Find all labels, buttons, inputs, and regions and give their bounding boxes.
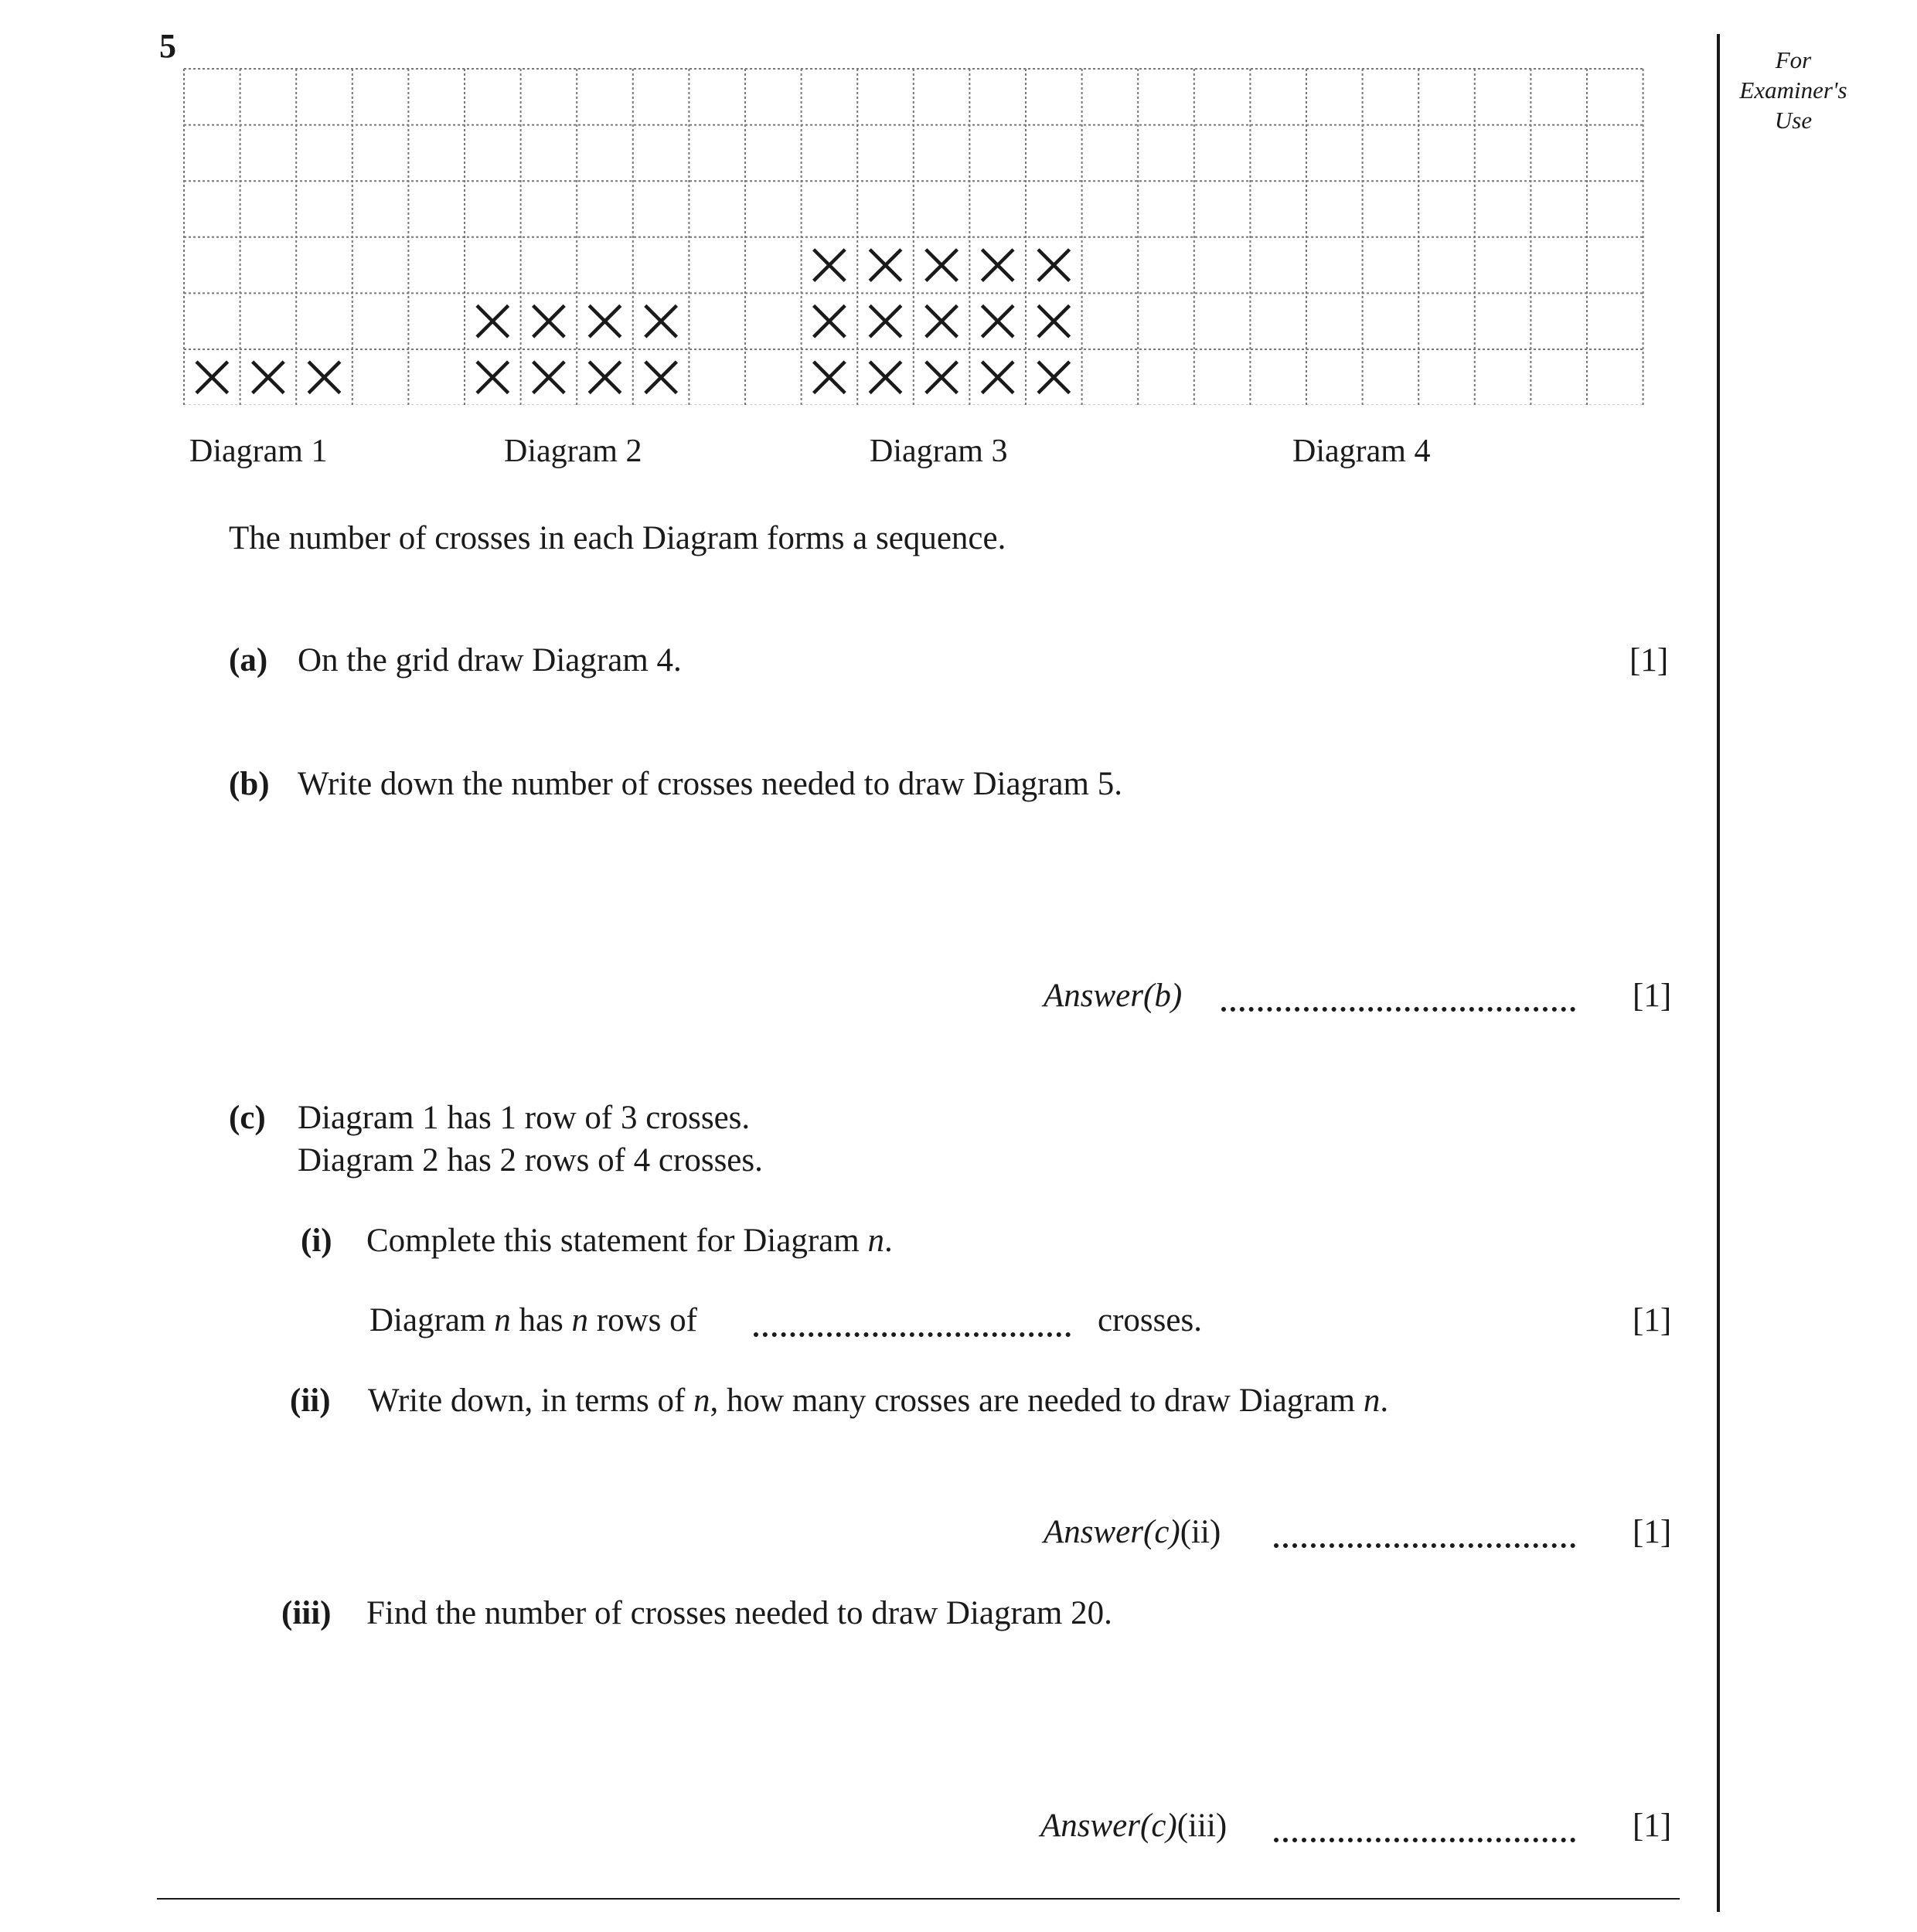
cross-mark: [1038, 250, 1070, 281]
text-part: Write down, in terms of: [368, 1383, 694, 1419]
cross-mark: [589, 362, 621, 393]
cross-mark: [870, 305, 901, 337]
intro-text: The number of crosses in each Diagram forms a sequence.: [229, 520, 1006, 556]
statement-part: rows of: [588, 1302, 697, 1338]
part-ci-statement: [369, 1301, 697, 1339]
part-cii-marks: [1]: [1633, 1514, 1672, 1550]
answer-ciii-label-suffix: (iii): [1176, 1808, 1227, 1844]
cross-mark: [926, 362, 958, 393]
diagram-1-crosses: [196, 362, 340, 393]
cross-mark: [477, 305, 509, 337]
part-ci-period: .: [884, 1223, 893, 1259]
diagram-3-label: Diagram 3: [870, 434, 1008, 469]
part-ciii-text: Find the number of crosses needed to draw Diagram 20.: [366, 1595, 1112, 1631]
examiner-use-line: Use: [1774, 107, 1813, 134]
part-cii-label: (ii): [290, 1383, 331, 1419]
cross-mark: [533, 305, 565, 337]
text-part: , how many crosses are needed to draw Diagram: [710, 1383, 1364, 1419]
examiner-use-line: Examiner's: [1739, 77, 1847, 104]
diagram-2-label: Diagram 2: [504, 434, 642, 469]
cross-mark: [253, 362, 284, 393]
part-a-text: On the grid draw Diagram 4.: [298, 642, 682, 679]
diagram-4-label: Diagram 4: [1292, 434, 1431, 469]
cross-mark: [589, 305, 621, 337]
part-ciii-label: (iii): [281, 1595, 332, 1631]
part-ci-text: [366, 1222, 893, 1260]
part-b-label: (b): [229, 766, 270, 802]
cross-mark: [1038, 305, 1070, 337]
answer-b-label: Answer(b): [1044, 978, 1183, 1014]
cross-mark: [982, 250, 1013, 281]
answer-b-field[interactable]: [1221, 1007, 1575, 1012]
part-a-marks: [1]: [1629, 642, 1669, 679]
cross-mark: [477, 362, 509, 393]
cross-mark: [1038, 362, 1070, 393]
statement-part: Diagram: [369, 1302, 495, 1338]
part-c-label: (c): [229, 1100, 266, 1136]
answer-ciii-field[interactable]: [1274, 1838, 1575, 1842]
answer-cii-label-main: Answer(c): [1044, 1514, 1180, 1550]
diagram-3-crosses: [814, 250, 1070, 393]
cross-mark: [982, 305, 1013, 337]
cross-mark: [926, 305, 958, 337]
part-b-marks: [1]: [1633, 978, 1672, 1014]
answer-cii-field[interactable]: [1274, 1543, 1575, 1548]
part-ciii-marks: [1]: [1633, 1808, 1672, 1844]
statement-var: n: [571, 1302, 589, 1338]
examiner-use-label: [1724, 45, 1863, 135]
part-ci-var: n: [867, 1223, 884, 1259]
answer-cii-label-suffix: (ii): [1180, 1514, 1221, 1550]
answer-ciii-label-main: Answer(c): [1040, 1808, 1177, 1844]
examiner-margin-line: [1717, 34, 1720, 1912]
cross-mark: [870, 250, 901, 281]
bottom-rule: [157, 1898, 1680, 1900]
answer-cii-label: [1044, 1513, 1221, 1551]
statement-part: has: [510, 1302, 572, 1338]
part-ci-after-blank: crosses.: [1098, 1302, 1202, 1338]
text-part: .: [1380, 1383, 1389, 1419]
examiner-use-line: For: [1775, 46, 1812, 73]
cross-mark: [645, 305, 677, 337]
crosses-grid[interactable]: [178, 65, 1646, 405]
answer-ci-field[interactable]: [754, 1332, 1071, 1337]
part-ci-marks: [1]: [1633, 1302, 1672, 1338]
text-var: n: [693, 1383, 710, 1419]
cross-mark: [814, 362, 846, 393]
cross-mark: [814, 305, 846, 337]
part-c-line1: Diagram 1 has 1 row of 3 crosses.: [298, 1100, 751, 1136]
part-ci-label: (i): [301, 1223, 332, 1259]
cross-mark: [814, 250, 846, 281]
question-number: 5: [159, 27, 176, 65]
part-ci-text-main: Complete this statement for Diagram: [366, 1223, 868, 1259]
part-a-label: (a): [229, 642, 268, 679]
cross-mark: [870, 362, 901, 393]
cross-mark: [645, 362, 677, 393]
cross-mark: [533, 362, 565, 393]
part-b-text: Write down the number of crosses needed to draw Diagram 5.: [298, 766, 1122, 802]
part-c-line2: Diagram 2 has 2 rows of 4 crosses.: [298, 1142, 763, 1179]
statement-var: n: [494, 1302, 511, 1338]
text-var: n: [1363, 1383, 1381, 1419]
part-cii-text: [368, 1382, 1388, 1420]
diagram-1-label: Diagram 1: [189, 434, 328, 469]
cross-mark: [982, 362, 1013, 393]
cross-mark: [196, 362, 228, 393]
cross-mark: [926, 250, 958, 281]
answer-ciii-label: [1040, 1807, 1227, 1845]
cross-mark: [308, 362, 340, 393]
